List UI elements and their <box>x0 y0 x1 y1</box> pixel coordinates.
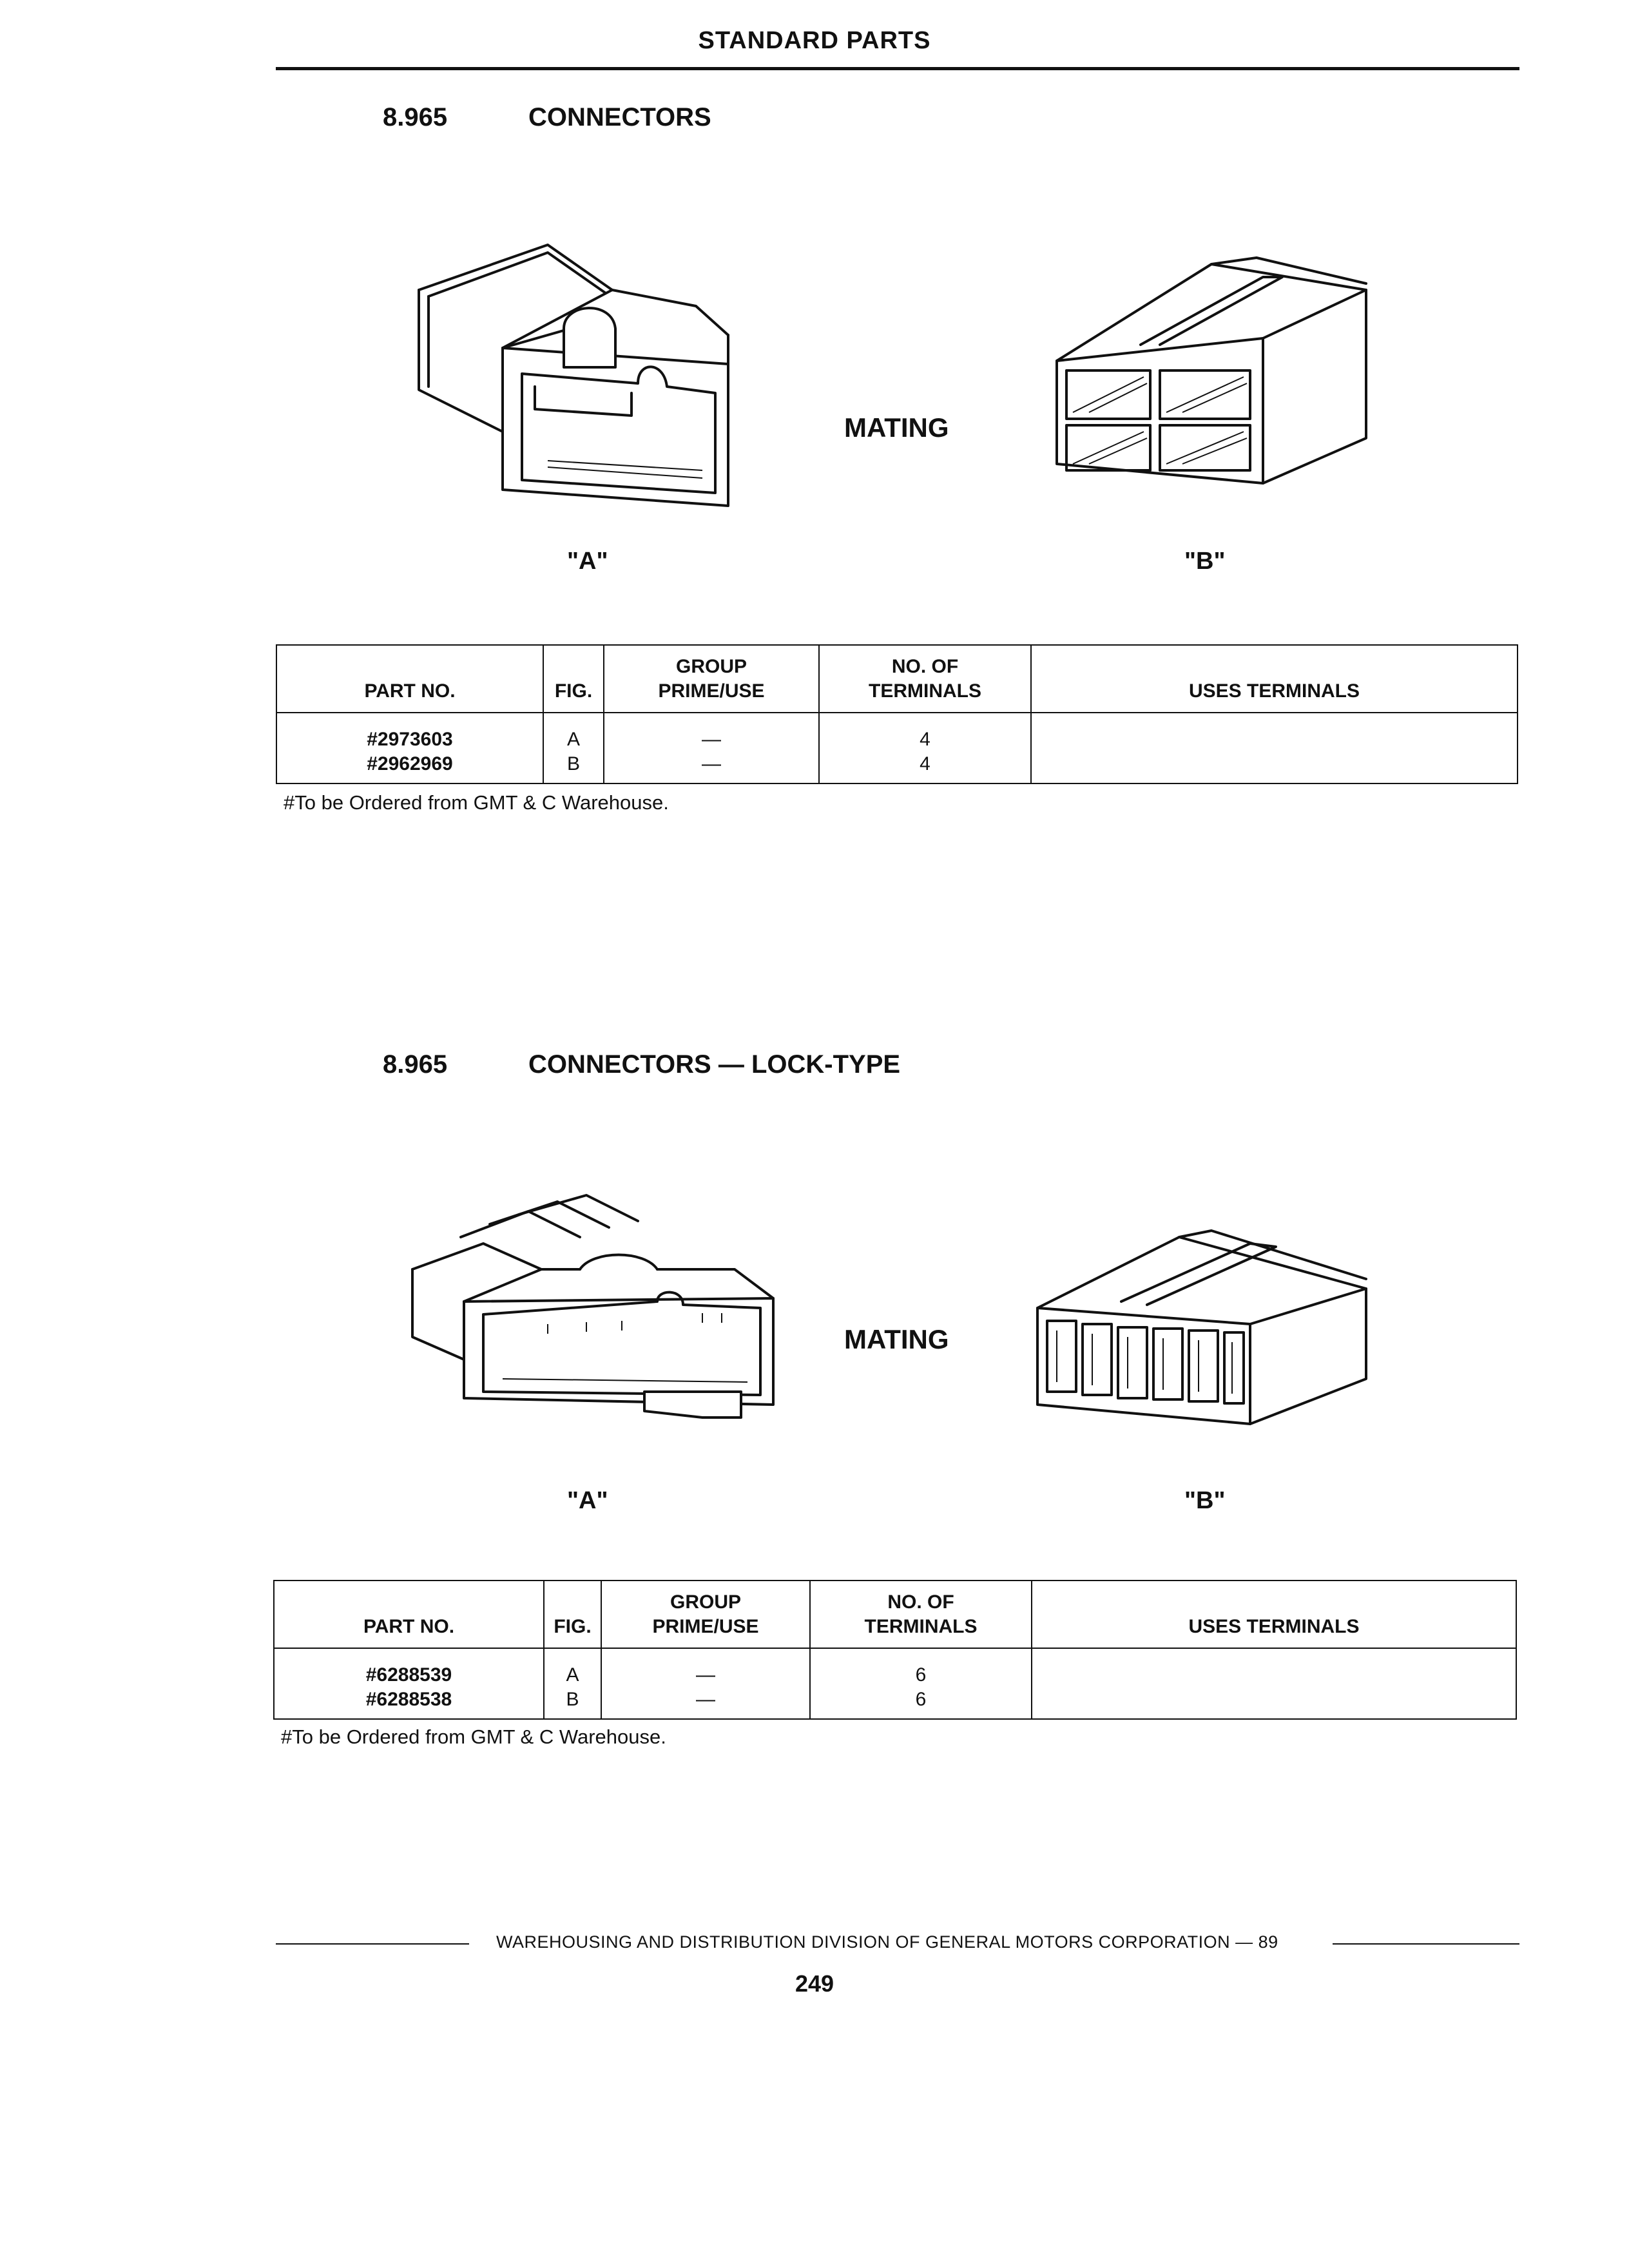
parts-table-1 <box>276 644 1518 784</box>
page-number: 249 <box>795 1970 834 1997</box>
fig-cell: A <box>566 729 580 750</box>
order-note-1: #To be Ordered from GMT & C Warehouse. <box>284 791 669 814</box>
col-group: GROUP PRIME/USE <box>601 1581 810 1648</box>
terminals-cell: 6 <box>915 1664 927 1686</box>
fig-b-label-1: "B" <box>1184 548 1226 575</box>
terminals-cell: 4 <box>920 753 930 774</box>
table-row <box>274 1648 1516 1719</box>
connector-figure-b-1 <box>1018 251 1379 496</box>
col-terminals: NO. OF TERMINALS <box>819 645 1031 713</box>
mating-label-1: MATING <box>844 412 949 443</box>
footer-rule-right <box>1333 1943 1519 1945</box>
fig-a-label-2: "A" <box>567 1487 608 1514</box>
group-cell: — <box>702 753 721 774</box>
fig-cell: A <box>566 1664 579 1686</box>
fig-cell: B <box>566 753 580 774</box>
col-uses-terminals: USES TERMINALS <box>1032 1581 1516 1648</box>
connector-figure-b-2 <box>1018 1218 1392 1437</box>
section-2-number: 8.965 <box>383 1050 448 1079</box>
fig-a-label-1: "A" <box>567 548 608 575</box>
col-group: GROUP PRIME/USE <box>604 645 819 713</box>
fig-cell: B <box>566 1688 579 1710</box>
table-row <box>276 713 1518 783</box>
col-part-no: PART NO. <box>274 1581 544 1648</box>
section-1-title: CONNECTORS <box>528 103 711 131</box>
group-cell: — <box>696 1664 715 1686</box>
part-no-cell: #6288539 <box>365 1664 452 1686</box>
section-2-title: CONNECTORS — LOCK-TYPE <box>528 1050 901 1079</box>
connector-figure-a-2 <box>400 1198 799 1443</box>
col-fig: FIG. <box>544 1581 601 1648</box>
mating-label-2: MATING <box>844 1324 949 1354</box>
terminals-cell: 6 <box>915 1688 927 1710</box>
col-terminals: NO. OF TERMINALS <box>810 1581 1032 1648</box>
part-no-cell: #2962969 <box>367 753 453 774</box>
footer-rule-left <box>276 1943 469 1945</box>
order-note-2: #To be Ordered from GMT & C Warehouse. <box>281 1725 666 1748</box>
part-no-cell: #2973603 <box>367 729 453 750</box>
parts-table-2 <box>273 1580 1517 1720</box>
fig-b-label-2: "B" <box>1184 1487 1226 1514</box>
group-cell: — <box>702 729 721 750</box>
terminals-cell: 4 <box>920 729 930 750</box>
connector-figure-a-1 <box>400 238 773 515</box>
header-rule <box>276 67 1519 70</box>
footer-text: WAREHOUSING AND DISTRIBUTION DIVISION OF GENERAL MOTORS CORPORATION — 89 <box>496 1932 1278 1952</box>
col-part-no: PART NO. <box>276 645 543 713</box>
part-no-cell: #6288538 <box>365 1688 452 1710</box>
section-1-number: 8.965 <box>383 103 448 131</box>
col-uses-terminals: USES TERMINALS <box>1031 645 1518 713</box>
group-cell: — <box>696 1688 715 1710</box>
page-header-title: STANDARD PARTS <box>698 27 931 54</box>
col-fig: FIG. <box>543 645 604 713</box>
